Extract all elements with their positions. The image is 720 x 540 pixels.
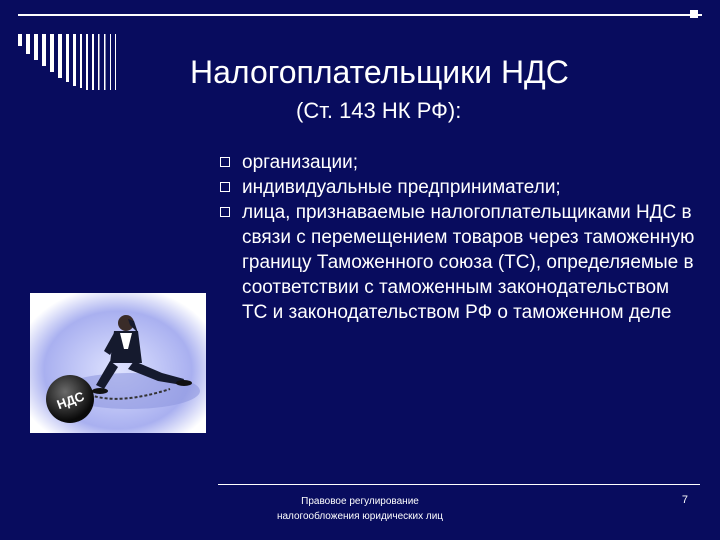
slide-title: Налогоплательщики НДС [190,54,569,90]
square-bullet-icon [220,207,230,217]
decorative-stripes-icon [18,34,128,90]
page-number: 7 [681,494,688,506]
footer-line-1: Правовое регулирование [301,496,419,507]
man-with-ball-and-chain-icon [30,293,206,433]
square-bullet-icon [220,157,230,167]
bottom-divider [218,484,700,485]
ball-label: НДС [54,388,87,413]
top-divider-dot [690,10,698,18]
illustration [30,293,206,433]
footer [250,494,470,524]
slide-subtitle: (Ст. 143 НК РФ): [296,98,462,123]
bullet-item [218,150,698,175]
bullet-item [218,175,698,200]
bullet-item [218,200,698,325]
bullet-text: организации; [242,152,358,173]
footer-line-2: налогообложения юридических лиц [276,511,444,522]
bullet-list [218,150,698,325]
bullet-text: лица, признаваемые налогоплательщиками НДС в связи с перемещением товаров через таможенную границу Таможенного союза (ТС), определяемые в соответствии с таможенным законодательством ТС и законодательством РФ о таможенном деле [242,202,695,323]
bullet-text: индивидуальные предприниматели; [242,177,561,198]
top-divider [18,14,702,16]
square-bullet-icon [220,182,230,192]
